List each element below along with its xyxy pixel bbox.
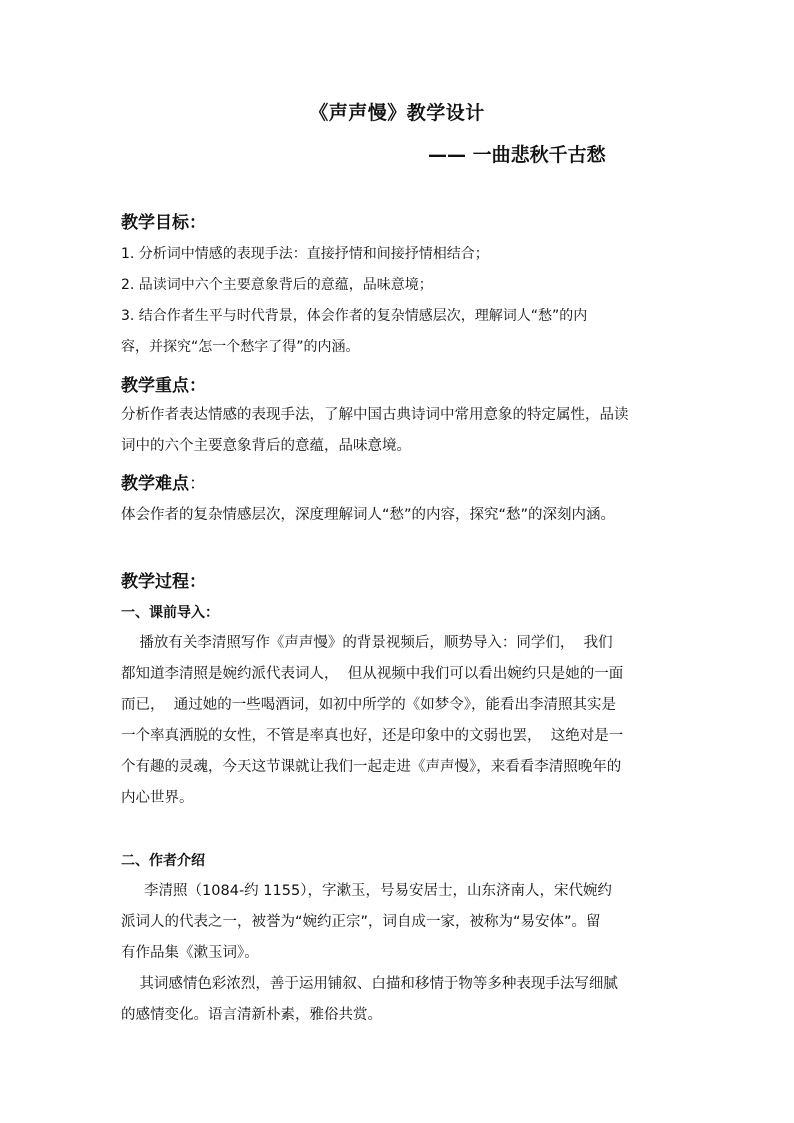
section1-line: 一个率真洒脱的女性，不管是率真也好，还是印象中的文弱也罢， 这绝对是一 xyxy=(121,728,624,744)
section2-line: 有作品集《漱玉词》。 xyxy=(121,945,259,961)
section2-title: 二、作者介绍 xyxy=(121,853,205,869)
section1-line: 都知道李清照是婉约派代表词人， 但从视频中我们可以看出婉约只是她的一面 xyxy=(121,666,624,682)
section1-title: 一、课前导入： xyxy=(121,605,219,621)
section1-line: 而已， 通过她的一些喝酒词，如初中所学的《如梦令》，能看出李清照其实是 xyxy=(121,697,616,713)
document-subtitle: —— 一曲悲秋千古愁 xyxy=(428,144,606,166)
section2-line: 其词感情色彩浓烈，善于运用铺叙、白描和移情于物等多种表现手法写细腻 xyxy=(121,976,618,992)
section2-line: 的感情变化。语言清新朴素，雅俗共赏。 xyxy=(121,1007,382,1023)
objectives-heading: 教学目标： xyxy=(121,213,206,233)
difficulties-heading xyxy=(121,469,206,494)
objective-item: 3. 结合作者生平与时代背景，体会作者的复杂情感层次，理解词人“愁”的内 xyxy=(121,308,588,324)
objective-item-continued: 容，并探究“怎一个愁字了得”的内涵。 xyxy=(121,339,360,355)
objective-item: 2. 品读词中六个主要意象背后的意蕴，品味意境； xyxy=(121,277,433,293)
section1-line: 个有趣的灵魂，今天这节课就让我们一起走进《声声慢》，来看看李清照晚年的 xyxy=(121,759,622,775)
difficulties-heading-text: 教学难点 xyxy=(121,474,189,494)
document-title: 《声声慢》教学设计 xyxy=(309,102,485,124)
key-points-line: 词中的六个主要意象背后的意蕴，品味意境。 xyxy=(121,438,411,454)
difficulties-heading-colon: ： xyxy=(189,474,206,494)
section1-line: 播放有关李清照写作《声声慢》的背景视频后，顺势导入：同学们， 我们 xyxy=(121,635,613,651)
process-heading: 教学过程： xyxy=(121,572,206,592)
section1-line: 内心世界。 xyxy=(121,790,194,806)
section2-line: 派词人的代表之一，被誉为“婉约正宗”，词自成一家，被称为“易安体”。留 xyxy=(121,914,601,930)
key-points-line: 分析作者表达情感的表现手法，了解中国古典诗词中常用意象的特定属性，品读 xyxy=(121,407,629,423)
key-points-heading: 教学重点： xyxy=(121,376,206,396)
difficulties-line: 体会作者的复杂情感层次，深度理解词人“愁”的内容，探究“愁”的深刻内涵。 xyxy=(121,507,616,523)
objective-item: 1. 分析词中情感的表现手法：直接抒情和间接抒情相结合； xyxy=(121,246,489,262)
section2-line: 李清照（1084-约 1155），字漱玉，号易安居士，山东济南人，宋代婉约 xyxy=(121,883,612,899)
